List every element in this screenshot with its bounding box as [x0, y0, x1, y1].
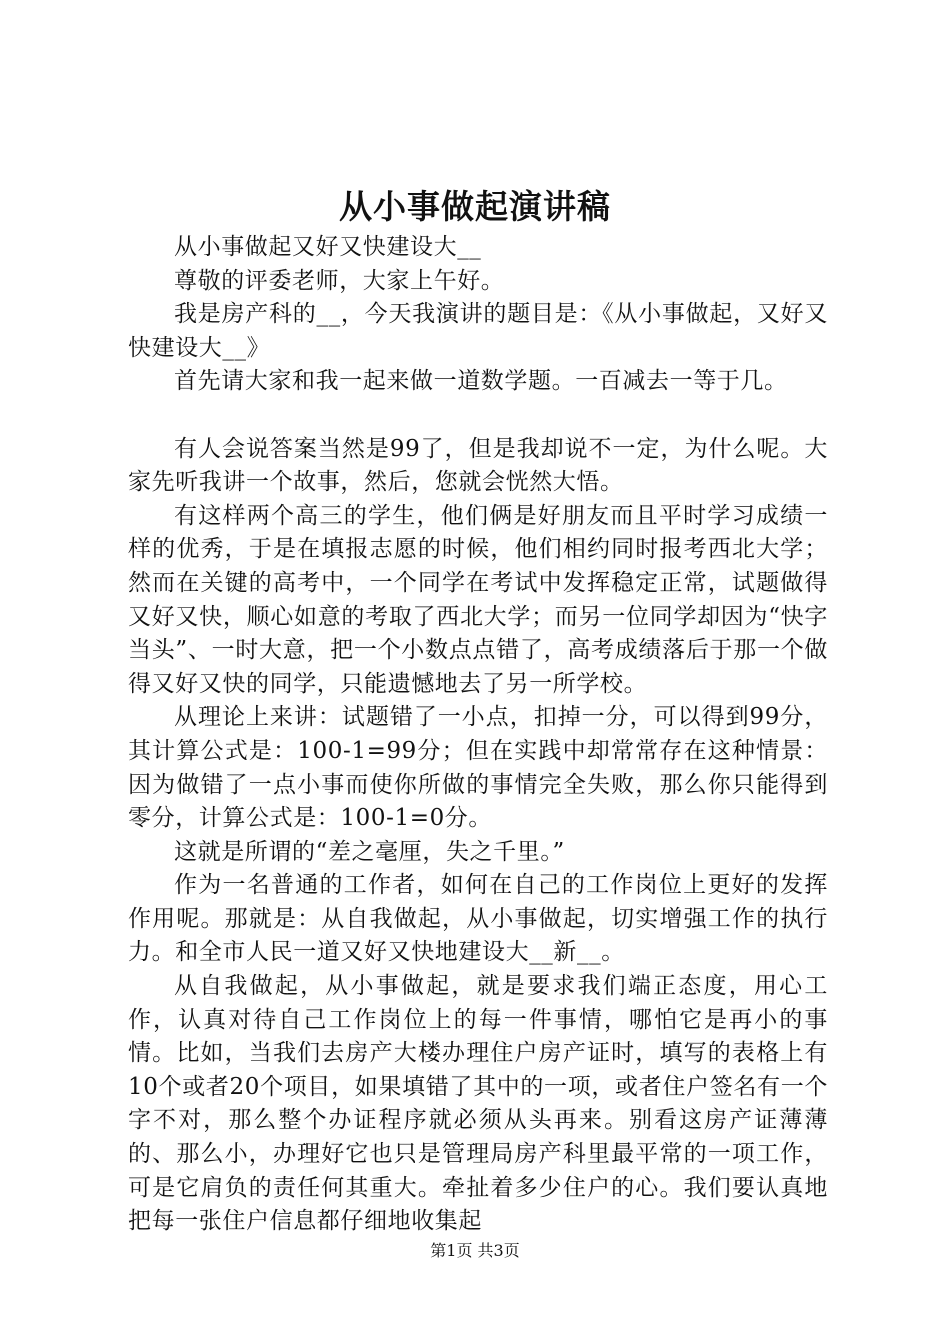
paragraph-greeting: 尊敬的评委老师，大家上午好。	[174, 267, 505, 294]
paragraph-role: 作为一名普通的工作者，如何在自己的工作岗位上更好的发挥作用呢。那就是：从自我做起，从小事做起，切实增强工作的执行力。和全市人民一道又好又快地建设大__新__。	[128, 872, 828, 966]
paragraph-introduction: 我是房产科的__，今天我演讲的题目是：《从小事做起，又好又快建设大__》	[128, 301, 828, 361]
paragraph-proverb: 这就是所谓的“差之毫厘，失之千里。”	[174, 838, 565, 865]
paragraph-theory: 从理论上来讲：试题错了一小点，扣掉一分，可以得到99分，其计算公式是：100-1=99分；但在实践中却常常存在这种情景：因为做错了一点小事而使你所做的事情完全失败，那么你只能得到零分，计算公式是：100-1=0分。	[128, 704, 828, 832]
document-body	[128, 231, 828, 1239]
paragraph-story: 有这样两个高三的学生，他们俩是好朋友而且平时学习成绩一样的优秀，于是在填报志愿的时候，他们相约同时报考西北大学；然而在关键的高考中，一个同学在考试中发挥稳定正常，试题做得又好又快，顺心如意的考取了西北大学；而另一位同学却因为“快字当头”、一时大意，把一个小数点点错了，高考成绩落后于那一个做得又好又快的同学，只能遗憾地去了另一所学校。	[128, 502, 828, 697]
paragraph-subtitle: 从小事做起又好又快建设大__	[174, 234, 482, 260]
paragraph-answer: 有人会说答案当然是99了，但是我却说不一定，为什么呢。大家先听我讲一个故事，然后，您就会恍然大悟。	[128, 435, 828, 496]
paragraph-math-question: 首先请大家和我一起来做一道数学题。一百减去一等于几。	[174, 368, 788, 395]
page-footer: 第1页 共3页	[430, 1241, 520, 1260]
document-title: 从小事做起演讲稿	[339, 187, 611, 226]
paragraph-example: 从自我做起，从小事做起，就是要求我们端正态度，用心工作，认真对待自己工作岗位上的每一件事情，哪怕它是再小的事情。比如，当我们去房产大楼办理住户房产证时，填写的表格上有10个或者20个项目，如果填错了其中的一项，或者住户签名有一个字不对，那么整个办证程序就必须从头再来。别看这房产证薄薄的、那么小，办理好它也只是管理局房产科里最平常的一项工作，可是它肩负的责任何其重大。牵扯着多少住户的心。我们要认真地把每一张住户信息都仔细地收集起	[128, 973, 828, 1235]
